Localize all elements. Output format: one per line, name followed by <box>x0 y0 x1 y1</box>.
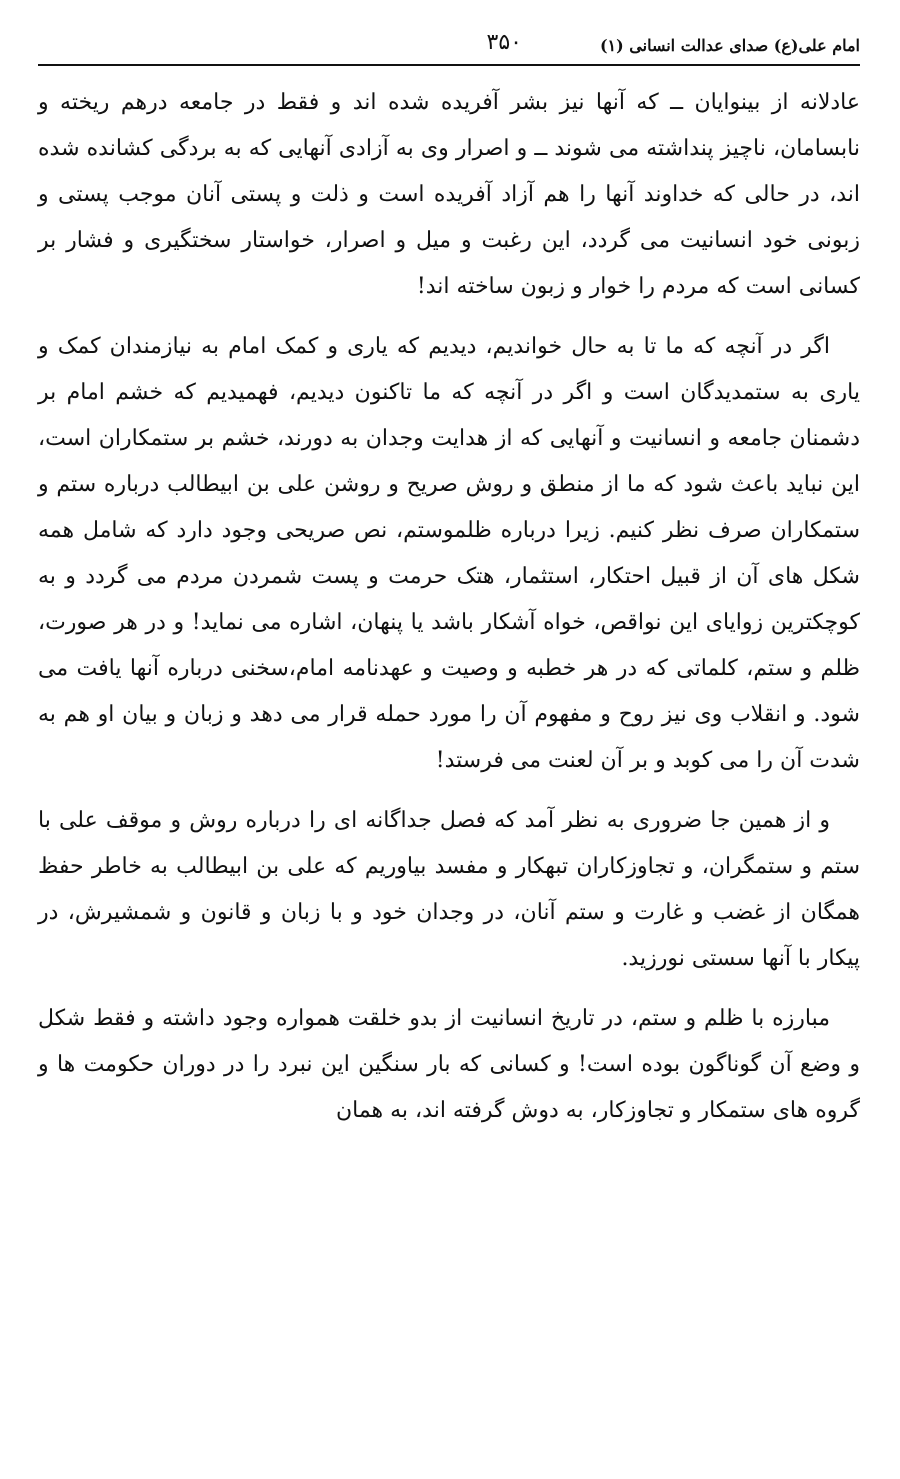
body-text <box>38 80 860 1134</box>
paragraph: عادلانه از بینوایان ــ که آنها نیز بشر آفریده شده اند و فقط در جامعه درهم ریخته و نابسامان، ناچیز پنداشته می شوند ــ و اصرار وی به آزادی آنهایی که به بردگی کشانده شده اند، در حالی که خداوند آنها را هم آزاد آفریده است و ذلت و پستی آنان موجب پستی و زبونی خود انسانیت می گردد، این رغبت و میل و اصرار، خواستار سختگیری و فشار بر کسانی است که مردم را خوار و زبون ساخته اند! <box>38 90 860 299</box>
page-number: ۳۵۰ <box>486 30 522 55</box>
page-header <box>38 24 860 66</box>
paragraph: اگر در آنچه که ما تا به حال خواندیم، دیدیم که یاری و کمک امام به نیازمندان کمک و یاری به ستمدیدگان است و اگر در آنچه که ما تاکنون دیدیم، فهمیدیم که خشم امام بر دشمنان جامعه و انسانیت و آنهایی که از هدایت وجدان به دورند، خشم بر ستمکاران است، این نباید باعث شود که ما از منطق و روش صریح و روشن علی بن ابیطالب درباره ستم و ستمکاران صرف نظر کنیم. زیرا درباره ظلموستم، نص صریحی وجود دارد که شامل همه شکل های آن از قبیل احتکار، استثمار، هتک حرمت و پست شمردن مردم می گردد و به کوچکترین زوایای این نواقص، خواه آشکار باشد یا پنهان، اشاره می نماید! و در هر صورت، ظلم و ستم، کلماتی که در هر خطبه و وصیت و عهدنامه امام،سخنی درباره آنها یافت می شود. و انقلاب وی نیز روح و مفهوم آن را مورد حمله قرار می دهد و زبان و بیان او هم به شدت آن را می کوبد و بر آن لعنت می فرستد! <box>38 334 860 773</box>
paragraph: و از همین جا ضروری به نظر آمد که فصل جداگانه ای را درباره روش و موقف علی با ستم و ستمگران، و تجاوزکاران تبهکار و مفسد بیاوریم که علی بن ابیطالب به خاطر حفظ همگان از غضب و غارت و ستم آنان، در وجدان خود و با زبان و قانون و شمشیرش، در پیکار با آنها سستی نورزید. <box>38 808 861 971</box>
book-page <box>38 24 860 1148</box>
running-title: امام علی(ع) صدای عدالت انسانی (۱) <box>599 36 860 55</box>
paragraph: مبارزه با ظلم و ستم، در تاریخ انسانیت از بدو خلقت همواره وجود داشته و فقط شکل و وضع آن گوناگون بوده است! و کسانی که بار سنگین این نبرد را در دوران حکومت ها و گروه های ستمکار و تجاوزکار، به دوش گرفته اند، به همان <box>38 1006 860 1123</box>
